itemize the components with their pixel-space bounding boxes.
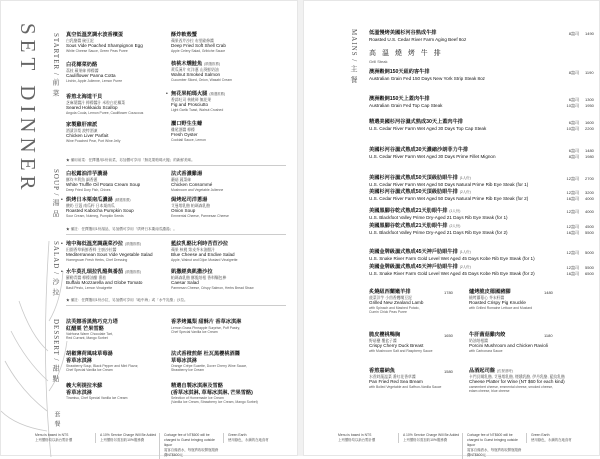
dish-desc-cn: 野菇鹽 覆盆子醬: [369, 338, 397, 343]
dish-desc-en: Strawberry Soup, Black Pepper and Mint Flavor,: [66, 364, 139, 368]
portion-size: 6盎司: [568, 148, 579, 153]
dish-name-en: Seared Hokkaido Scallop: [66, 105, 118, 111]
menu-item: [166, 91, 226, 112]
dish-desc-en: Selection of Homemade Ice Cream: [171, 396, 224, 400]
dish-desc-cn: 蘑菇 蔬菜絲: [171, 177, 192, 182]
recommended-tag: (佐餐酒時): [496, 369, 513, 373]
dish-price: 1580: [444, 369, 453, 374]
footer-note-cn: 使用綠色，永續的在地食材: [531, 438, 572, 443]
price-value: 5000: [585, 250, 594, 255]
dish-desc-cn: 酒漬洋梨 波特酒凍: [66, 128, 98, 133]
menu-item: [171, 351, 247, 373]
dish-desc-en: with Boiled Vegetable and Saffron-Vanilla Sauce: [369, 384, 442, 389]
footer-note-cn: 賓客自備酒水，每瓶將收取開瓶服務費NT$600元: [467, 448, 522, 458]
price-row: [559, 126, 594, 132]
dish-desc-cn: 田園香草新鮮香料 主廚沙拉醬: [66, 247, 117, 252]
dish-desc-en-line2: edam cheese, blue cheese: [469, 389, 510, 394]
dish-name-cn-text: 澳洲穀飼150天紐約客牛排: [369, 69, 430, 75]
dish-name-cn-text: 藍紋乳酪比利時苦苣沙拉: [171, 241, 229, 247]
dish-desc-en: Lemon Grass Pineapple Surprise, Puff Pastry,: [171, 325, 241, 330]
dish-name-cn: [66, 269, 142, 276]
price-value: 1490: [585, 31, 594, 36]
recommended-tag: (精選推薦): [209, 92, 226, 96]
dish-name-cn: [66, 241, 153, 248]
portion-size: 8盎司: [568, 31, 579, 36]
portion-size: 12盎司: [566, 209, 579, 214]
dish-name-cn-line2: 香草冰淇淋: [66, 357, 92, 364]
menu-item: [469, 289, 532, 310]
menu-item: [66, 122, 120, 143]
portion-size: 10盎司: [566, 103, 579, 108]
dish-desc-en-line2: Chef Special Vanilla Ice Cream: [171, 329, 218, 334]
dish-name-cn-text: 精選美國杉河谷濕式熟成30天上蓋肉牛排: [369, 119, 463, 125]
menu-item: [66, 94, 143, 115]
recommended-tag: (精選推薦): [204, 62, 220, 66]
dish-name-cn-line2: 香草冰淇淋: [66, 389, 92, 396]
dish-name-cn-text: 美國杉河谷濕式熟成50天頂級肋眼牛排: [369, 175, 458, 181]
recommended-tag: (2人份): [459, 190, 471, 194]
dish-name-cn-text: 真空低溫烹調水波香檳蛋: [66, 32, 124, 38]
recommended-tag: (精選推薦): [114, 198, 131, 202]
menu-item: [171, 171, 223, 192]
portion-size: 8盎司: [568, 70, 579, 75]
menu-item: [171, 319, 241, 334]
footer-note: [398, 433, 460, 443]
price-list: [559, 148, 594, 160]
price-value: 4000: [585, 196, 594, 201]
dish-price: 1480: [544, 290, 553, 295]
dish-name-cn-text: 美國金牌級濕式熟成45天神戶肋眼牛排: [369, 249, 458, 255]
dish-name-en: U.S. Snake River Farm Gold Level Wet Aged 45 Days Kobe Rib Eye Steak (for 2): [369, 270, 535, 276]
dish-name-en: Crispy Cherry Duck Breast: [369, 343, 424, 349]
footer-note-en: Green Earth: [228, 433, 247, 437]
price-row: [559, 209, 594, 215]
dish-name-en: Roasted Crispy Pig Knuckle: [469, 300, 526, 306]
portion-size: 12盎司: [566, 265, 579, 270]
dish-name-en: U.S. Snake River Farm Gold Level Wet Aged 45 Days Kobe Rib Eye Steak (for 1): [369, 255, 535, 261]
dish-price: 1780: [444, 290, 453, 295]
price-row: [559, 271, 594, 277]
dish-name-en: Porcini Mushroom and Chicken Ravioli: [469, 343, 548, 349]
dish-name-cn-text: 法式香濃雞湯: [171, 171, 203, 177]
dish-desc-cn: 艾曼塔乳酪 帕瑪森乳酪: [171, 203, 211, 208]
price-value: 4000: [585, 209, 594, 214]
dish-name-cn-text: 美國黑腳谷乾式熟成21天肋眼牛排: [369, 208, 448, 214]
menu-item: [66, 319, 118, 341]
price-row: [559, 250, 594, 256]
portion-size: 10盎司: [566, 126, 579, 131]
recommended-bullet: •: [61, 269, 63, 275]
price-row: [559, 176, 594, 182]
footer-note-en: Corkage fee of NT$600 will be charged to Guest bringing outside liquor: [164, 433, 215, 448]
dish-desc-en: camembert cheese, emmental cheese, smoked cheese,: [469, 384, 554, 389]
dish-name-en: U.S. Cedar River Farm Wet Aged 50 Days Natural Prime Rib Eye Steak (for 1): [369, 181, 529, 187]
dish-desc-en: Parmesan Cheese, Crispy Salmon, Herbs Bread Straw: [171, 285, 254, 290]
dish-name-cn-text: 法式香橙煎餅 杜瓦黑櫻桃酒醬: [171, 351, 240, 357]
set-dinner-title-cn: 套 餐: [53, 411, 59, 428]
grill-heading-en: Grill Steak: [369, 58, 388, 64]
dish-desc-en-line2: Red Currant, Mango Sorbet: [66, 336, 108, 341]
menu-item: [369, 368, 441, 389]
price-list: [559, 265, 594, 277]
recommended-bullet: •: [61, 241, 63, 247]
dish-desc-en: Basil Pesto, Lemon Vinaigrette: [66, 285, 113, 290]
dish-desc-cn: 蘋果西芹沙拉 布里歐修醬: [171, 38, 214, 43]
section-salad: SALAD / 沙 拉: [52, 241, 60, 297]
dish-name-cn: [66, 319, 118, 326]
recommended-tag: (1人份): [449, 209, 461, 213]
dish-name-cn-line2: 紅醋栗 芒果雪酪: [66, 325, 104, 332]
menu-item: [171, 121, 206, 142]
dish-name-cn-text: 家製雞肝凍派: [66, 122, 98, 128]
dish-name-en: Buffalo Mozzarella and Globe Tomato: [66, 280, 143, 286]
dish-desc-en: Wine Poached Pear, Port Wine Jelly: [66, 138, 121, 143]
dish-name-cn-text: 焗烤起司洋蔥湯: [171, 197, 208, 203]
dish-desc-cn: 羅勒青醬 檸檬油醋 番茄: [66, 275, 107, 280]
dish-name-cn-text: 香煎嘉納魚: [369, 368, 395, 374]
dish-name-cn-text: 灑口野生生蠔: [171, 121, 203, 127]
dish-name-en: Grilled New Zealand Lamb: [369, 300, 424, 306]
menu-item: [369, 223, 508, 235]
price-value: 5500: [585, 265, 594, 270]
dish-name-cn-text: 美國黑腳谷乾式熟成21天肋眼牛排: [369, 223, 448, 229]
footer-note-cn: 賓客自備酒水，每瓶將收取開瓶服務費NT$600元: [164, 448, 219, 458]
footer-note-cn: 上列價格均以新台幣計價: [338, 438, 376, 443]
recommended-tag: (1人份): [459, 176, 471, 180]
menu-item: [469, 368, 565, 393]
dish-name-cn-text: 胡椒薄荷風味草莓湯: [66, 351, 113, 357]
portion-size: 16盎司: [566, 271, 579, 276]
recommended-tag: (2人份): [449, 224, 461, 228]
menu-item: [369, 175, 528, 187]
dish-name-en: Roasted Kabocha Pumpkin Soup: [66, 208, 134, 214]
dish-desc-cn: 燒烤蘿蔓心 芥末籽醬: [469, 295, 505, 300]
section-dessert: DESSERT / 甜 點: [52, 319, 60, 383]
dish-desc-cn: 白乳酪醬 碗豆泥: [66, 38, 94, 43]
dish-name-en: Chicken Consommé: [171, 182, 213, 188]
dish-desc-en-line2: Strawberry Ice Cream: [171, 368, 204, 373]
menu-item: [66, 351, 138, 373]
recommended-tag: (精選推薦): [125, 270, 141, 274]
menu-item: [171, 269, 254, 290]
dish-name-en: Cauliflower Panna Cotta: [66, 73, 116, 79]
price-row: [559, 154, 594, 160]
footer-note: [462, 433, 524, 459]
portion-size: 12盎司: [566, 176, 579, 181]
menu-item: [369, 264, 535, 276]
dish-desc-cn: 芝麻葉醬汁 檸檬醬汁 米粒白花椰菜: [66, 100, 126, 105]
dish-name-cn-text: 香煎北海道干貝: [66, 94, 103, 100]
dish-name-cn: [171, 319, 241, 326]
price-row: [559, 230, 594, 236]
dish-name-cn-text: 香茅烤鳳梨 甜酥片 香草冰淇淋: [171, 319, 242, 325]
dish-desc-en: Apple Celery Salad, Gribiche Sauce: [171, 48, 226, 53]
dish-name-cn-text: 澳洲穀飼150天上蓋肉牛排: [369, 96, 430, 102]
dish-name-en: Onion Soup: [171, 208, 196, 214]
price-value: 1980: [585, 154, 594, 159]
price-list: [559, 176, 594, 182]
dish-name-en: Deep Fried Soft Shell Crab: [171, 43, 226, 49]
dish-name-cn-text: 脆皮櫻桃鴨胸: [369, 332, 401, 338]
dish-desc-en-line2: Cumin Chick Peas Puree: [369, 310, 407, 315]
dish-name-en: White Truffle Oil Potato Cream Soup: [66, 182, 141, 188]
dish-name-en: Australian Grain Fed Top Cap Steak: [369, 102, 443, 108]
salad-note: ★ 備註：任擇選用1份沙拉，另加價可享用「地中海」或「水牛乳酪」沙拉。: [66, 298, 286, 306]
recommended-bullet: •: [61, 197, 63, 203]
menu-item: [66, 383, 127, 400]
footer-note-en: A 10% Service Charge Will Be Added: [100, 433, 157, 437]
price-row: [559, 196, 594, 202]
menu-item: [369, 30, 466, 42]
portion-size: 16盎司: [566, 196, 579, 201]
price-value: 1190: [585, 70, 594, 75]
recommended-tag: (1人份): [459, 250, 471, 254]
menu-item: [369, 189, 528, 201]
dish-name-cn-text: 白花椰菜奶酪: [66, 62, 98, 68]
dish-desc-cn: 酥炸多利魚 細香蔥: [66, 177, 98, 182]
footer-note-cn: 上列價格另需加收10%服務費: [403, 438, 448, 443]
dish-name-en: Pan Fried Red Sea Bream: [369, 379, 423, 385]
dish-desc-en: Deep Fried Dory Fish, Chives: [66, 187, 111, 192]
portion-size: 12盎司: [566, 250, 579, 255]
dish-desc-cn: 香蒜吐司 核桃碎 無花果: [171, 97, 212, 102]
menu-item: [369, 332, 433, 353]
dish-name-cn-text: 義大利提拉米蘇: [66, 383, 103, 389]
dish-name-cn: [171, 91, 225, 98]
dish-name-en: U.S. Cedar River Farm Wet Aged 30 Days Prime Fillet Mignon: [369, 153, 496, 159]
grill-steak-heading: [369, 50, 443, 64]
portion-size: 12盎司: [566, 190, 579, 195]
dish-name-cn-text: 核桃木燻鮭魚: [171, 61, 203, 67]
menu-item: [171, 241, 238, 262]
dish-desc-en: Sour Cream, Nutmeg, Pumpkin Seeds: [66, 213, 124, 218]
price-list: [559, 224, 594, 236]
price-value: 1300: [585, 97, 594, 102]
footer-note: [31, 433, 93, 443]
footer-note: [159, 433, 221, 459]
price-value: 2200: [585, 126, 594, 131]
dish-desc-en: Emmental Cheese, Parmesan Cheese: [171, 213, 229, 218]
price-list: [559, 31, 594, 37]
dish-desc-cn: 水煮時蔬溫菜 番紅花香草醬: [369, 374, 416, 379]
dish-name-cn-text: 精選自製冰淇淋及雪酪: [171, 383, 223, 389]
menu-item: [171, 61, 232, 82]
dish-name-cn-text: 地中海低溫烹調蔬菜沙拉: [66, 241, 124, 247]
dish-desc-cn: 菠菜洋芋 小茴香鷹嘴豆泥: [369, 295, 412, 300]
dish-desc-en: Mushroom and Vegetable Julienne: [171, 187, 224, 192]
footer-note-en: Menu is based in NTS: [338, 433, 372, 437]
price-list: [559, 209, 594, 215]
dish-name-cn: [66, 197, 134, 204]
dish-name-en: Sous Vide Poached Shampignon Egg: [66, 43, 143, 49]
dish-name-cn-line2: 草莓冰淇淋: [171, 357, 197, 364]
set-dinner-title: SET DINNER: [16, 23, 40, 195]
price-row: [559, 103, 594, 109]
dish-desc-en: Angola Coula, Lemon Puree, Cauliflower Couscous: [66, 110, 144, 115]
dish-name-en: Australian Grain Fed 150 Days New York Strip Steak 8oz: [369, 75, 485, 81]
footer-note-cn: 使用綠色，永續的在地食材: [228, 438, 269, 443]
dish-name-en: U.S. Blackfoot Valley Prime Dry-Aged 21 Days Rib Eye Steak (for 1): [369, 214, 508, 220]
menu-item: [469, 332, 548, 353]
dish-desc-en: Apple, Walnut and Dijon Mustard Vinaigrette: [171, 257, 238, 262]
dish-desc-en: with Grilled Romaine Lettuce and Mustard: [469, 305, 533, 310]
dish-desc-en: with Spinach and Mashed Potato,: [369, 305, 420, 310]
dish-name-cn-text: 烘烤日本栗南瓜濃湯: [66, 197, 113, 203]
dish-desc-cn: 黃瓜薄片 紅洋蔥 山葵鮮奶油: [171, 67, 219, 72]
menu-item: [66, 32, 143, 53]
dish-name-en: U.S. Cedar River Farm Wet Aged 50 Days Natural Prime Rib Eye Steak (for 2): [369, 195, 529, 201]
dish-desc-cn: 卡門貝爾乳酪, 艾曼塔乳酪, 煙燻乳酪, 伊丹乳酪, 藍紋乳酪: [469, 374, 565, 379]
footer-note-cn: 上列價格均以新台幣計價: [35, 438, 73, 443]
portion-size: 8盎司: [568, 154, 579, 159]
dish-desc-cn: 帕瑪森乳酪 酥脆培根 香料麵包棒: [171, 275, 227, 280]
dish-name-cn-text: 炙燒紐西蘭嫩羊排: [369, 289, 411, 295]
section-starter: STARTER / 前 菜: [52, 33, 60, 98]
dish-name-cn-text: 牛肝菌菇雞肉餃: [469, 332, 506, 338]
dish-desc-en: with Carbonara Sauce: [469, 348, 503, 353]
dish-name-cn-text: 無花果帕瑪火腿: [171, 91, 208, 97]
dish-name-cn-text: 法芙娜香黑熱巧克力塔: [66, 319, 118, 325]
section-mains: MAINS / 主 餐: [350, 29, 358, 84]
soup-note: ★ 備註：任擇選用1份湯品，另加價可享用「烘烤日本栗南瓜濃湯」。: [66, 227, 286, 235]
dish-name-cn-line2: (香草冰淇淋, 草莓冰淇淋, 芒果雪酪): [171, 389, 253, 396]
menu-item: [61, 269, 143, 290]
dish-desc-cn: 奶油培根醬: [469, 338, 488, 343]
dish-name-en: Caesar Salad: [171, 280, 199, 286]
dish-name-cn-text: 美國杉河谷濕式熟成30天濃縮沙朗菲力牛排: [369, 147, 469, 153]
price-value: 1600: [585, 120, 594, 125]
footer-note-cn: 上列價格另需加收10%服務費: [100, 438, 145, 443]
recommended-tag: (2人份): [459, 265, 471, 269]
menu-item: [171, 383, 258, 405]
menu-item: [369, 249, 535, 261]
footer-note-en: Green Earth: [531, 433, 550, 437]
footer-note-en: A 10% Service Charge Will Be Added: [403, 433, 460, 437]
portion-size: 12盎司: [566, 224, 579, 229]
price-value: 5500: [585, 230, 594, 235]
menu-item: [369, 147, 496, 159]
menu-item: [369, 289, 423, 314]
menu-item: [369, 208, 508, 220]
price-value: 1480: [585, 148, 594, 153]
price-value: 1950: [585, 103, 594, 108]
dish-desc-cn: 蘋果 核桃 第戎芥末油醋汁: [171, 247, 215, 252]
dish-name-cn-text: 低溫慢烤美國杉河谷熟成牛排: [369, 30, 437, 36]
dish-name-en: Mediterranean Sous Vide Vegetable Salad: [66, 252, 153, 258]
starter-note: ★ 備用前菜：任擇選用1份前菜，另加價可享用「無花果帕瑪火腿」的新鮮美味。: [66, 158, 286, 166]
dish-desc-en: Homegrown Fresh Herbs, Chef Dressing: [66, 257, 128, 262]
dish-name-en: Walnut Smoked Salmon: [171, 72, 221, 78]
price-list: [559, 97, 594, 109]
footer-note: [95, 433, 157, 443]
portion-size: 6盎司: [568, 120, 579, 125]
price-row: [559, 31, 594, 37]
dish-price: 1650: [444, 333, 453, 338]
menu-item: [369, 96, 442, 108]
menu-item: [61, 241, 153, 262]
dish-desc-cn: 酸奶 豆蔻 南瓜籽 日本栗南瓜: [66, 203, 115, 208]
left-menu-page: [0, 0, 298, 456]
price-list: [559, 190, 594, 202]
dish-name-en: Fig and Prosciutto: [171, 102, 209, 108]
dish-name-cn-text: 酥炸軟殼蟹: [171, 32, 197, 38]
portion-size: 6盎司: [568, 97, 579, 102]
price-list: [559, 120, 594, 132]
dish-name-en: Fresh Oyster: [171, 132, 198, 138]
dish-desc-en: with Mushroom Salt and Raspberry Sauce: [369, 348, 433, 353]
right-menu-page: [303, 0, 600, 456]
price-value: 4500: [585, 224, 594, 229]
menu-item: [369, 69, 485, 81]
menu-item: [61, 197, 134, 218]
dish-desc-cn: 雞尾酒醬 檸檬: [171, 127, 195, 132]
menu-item: [171, 197, 229, 218]
dish-name-cn: [171, 241, 238, 248]
recommended-tag: (精選推薦): [125, 242, 141, 246]
dish-name-en: Blue Cheese and Endive Salad: [171, 252, 235, 258]
dish-name-cn-text: 白松露油洋芋濃湯: [66, 171, 108, 177]
dish-desc-en: Orange Crêpe Suzette, Dover Cherry Wine Sauce,: [171, 364, 248, 368]
dish-name-cn: [171, 121, 206, 128]
footer-note-en: Menu is based in NTS: [35, 433, 69, 437]
dish-name-en: Chicken Liver Parfait: [66, 133, 109, 139]
dish-desc-en: Cucumber Sliced, Onion, Wasabi Cream: [171, 77, 232, 82]
dish-desc-en-line2: Chef Special Vanilla Ice Cream: [66, 368, 113, 373]
price-value: 3200: [585, 190, 594, 195]
price-value: 6500: [585, 271, 594, 276]
menu-item: [66, 171, 140, 192]
footer-note: [334, 433, 396, 443]
footer-note: [526, 433, 588, 443]
footer-note: [223, 433, 285, 443]
dish-name-cn-text: 水牛莫扎瑞拉乳酪與番茄: [66, 269, 124, 275]
dish-desc-cn: 荔枝 蘋果絲 檸檬醬: [66, 68, 99, 73]
dish-desc-en: Valrhona Warm Chocolate Tart,: [66, 332, 113, 336]
grill-heading-cn: 高 溫 燒 烤 牛 排: [369, 50, 443, 57]
dish-desc-en: White Cheese Sauce, Green Peas Puree: [66, 48, 128, 53]
dish-desc-en: Cocktail Sauce, Lemon: [171, 137, 206, 142]
price-list: [559, 250, 594, 256]
footer-note-en: Corkage fee of NT$600 will be charged to Guest bringing outside liquor: [467, 433, 518, 448]
price-list: [559, 70, 594, 76]
price-value: 2700: [585, 176, 594, 181]
dish-name-cn-text: 爐烤脆皮德國豬腳: [469, 289, 511, 295]
recommended-bullet: •: [166, 91, 168, 97]
dish-name-en: U.S. Blackfoot Valley Prime Dry-Aged 21 Days Rib Eye Steak (for 2): [369, 229, 508, 235]
dish-name-cn-text: 美國杉河谷濕式熟成50天頂級肋眼牛排: [369, 189, 458, 195]
dish-desc-en: Light Garlic Toast, Walnut Crushed: [171, 107, 224, 112]
portion-size: 16盎司: [566, 230, 579, 235]
dish-name-cn-text: 品酒起司盤: [469, 368, 495, 374]
dish-name-cn-text: 美國金牌級濕式熟成45天神戶肋眼牛排: [369, 264, 458, 270]
dish-desc-en: Lirchin, Apple Julienne, Lemon Puree: [66, 78, 123, 83]
section-soup: SOUP / 湯 品: [52, 169, 60, 218]
dish-name-cn: [171, 351, 247, 358]
dish-price: 1180: [544, 333, 553, 338]
dish-desc-en: Tiramisu, Chef Special Vanilla Ice Cream: [66, 396, 128, 400]
dish-name-en: Roasted U.S. Cedar River Farm Aging Beef 8oz: [369, 36, 467, 42]
dish-desc-en-line2: (Vanilla Ice Cream, Strawberry Ice Cream, Mango Sorbet): [171, 400, 258, 405]
dish-name-en: Cheese Platter for Wine (NT $60 for each kind): [469, 379, 565, 385]
dish-name-cn-text: 凱撒經典凱撒沙拉: [171, 269, 213, 275]
menu-item: [171, 32, 226, 53]
menu-item: [66, 62, 122, 83]
price-row: [559, 70, 594, 76]
menu-item: [369, 119, 486, 131]
dish-name-en: U.S. Cedar River Farm Wet Aged 30 Days Top Cap Steak: [369, 125, 487, 131]
